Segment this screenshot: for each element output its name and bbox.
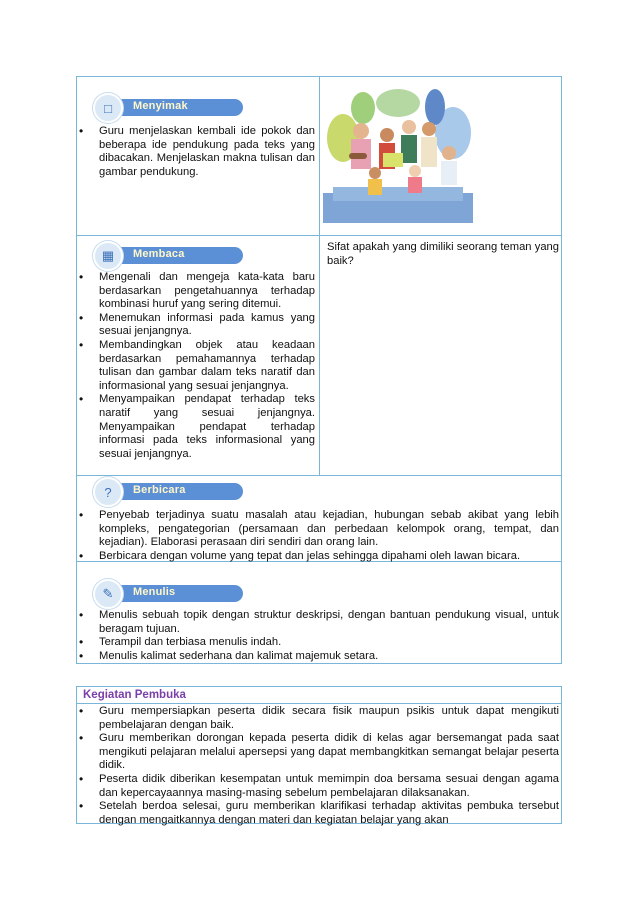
membaca-content [77, 271, 315, 461]
berbicara-title: Berbicara [133, 484, 186, 496]
list-item: • Mengenali dan mengeja kata-kata baru berdasarkan pengetahuannya terhadap kombinasi huruf yang sering ditemui. [77, 271, 315, 312]
row-divider [77, 235, 561, 236]
list-item: • Terampil dan terbiasa menulis indah. [77, 636, 559, 650]
kegiatan-table [76, 686, 562, 824]
membaca-title: Membaca [133, 248, 185, 260]
open-book-icon: ▦ [93, 241, 123, 271]
list-item: • Menemukan informasi pada kamus yang sesuai jenjangnya. [77, 312, 315, 339]
list-item: • Menulis kalimat sederhana dan kalimat majemuk setara. [77, 650, 559, 664]
menyimak-content [77, 125, 315, 179]
list-item: • Guru memberikan dorongan kepada peserta didik di kelas agar bersemangat pada saat mengikuti pelajaran melalui apersepsi yang dapat membangkitkan semangat belajar peserta didik. [77, 732, 559, 773]
pencil-icon: ✎ [93, 579, 123, 609]
list-item: • Penyebab terjadinya suatu masalah atau kejadian, hubungan sebab akibat yang lebih kompleks, pengategorian (persamaan dan perbedaan kelompok orang, tempat, dan kejadian). Elaborasi perasaan diri sendiri dan orang lain. [77, 509, 559, 550]
list-item: • Menulis sebuah topik dengan struktur deskripsi, dengan bantuan pendukung visual, untuk beragam tujuan. [77, 609, 559, 636]
kegiatan-content [77, 705, 559, 827]
list-item: • Guru mempersiapkan peserta didik secara fisik maupun psikis untuk dapat mengikuti pembelajaran dengan baik. [77, 705, 559, 732]
reflection-question: Sifat apakah yang dimiliki seorang teman yang baik? [327, 241, 559, 267]
menulis-content [77, 609, 559, 663]
menyimak-title: Menyimak [133, 100, 188, 112]
list-item: • Berbicara dengan volume yang tepat dan jelas sehingga dipahami oleh lawan bicara. [77, 550, 559, 564]
list-item: • Menyampaikan pendapat terhadap teks naratif yang sesuai jenjangnya. Menyampaikan pendapat terhadap informasi pada teks informasional yang sesuai jenjangnya. [77, 393, 315, 461]
list-item: • Guru menjelaskan kembali ide pokok dan beberapa ide pendukung pada teks yang dibacakan. Menjelaskan makna tulisan dan gambar pendukung. [77, 125, 315, 179]
list-item: • Membandingkan objek atau keadaan berdasarkan pemahamannya terhadap tulisan dan gambar dalam teks naratif dan informasional yang sesuai jenjangnya. [77, 339, 315, 393]
competency-table [76, 76, 562, 664]
berbicara-content [77, 509, 559, 563]
column-divider [319, 77, 320, 475]
row-divider [77, 703, 561, 704]
list-item: • Setelah berdoa selesai, guru memberikan klarifikasi terhadap aktivitas pembuka tersebut dengan mengaitkannya dengan materi dan kegiatan belajar yang akan [77, 800, 559, 827]
book-icon: □ [93, 93, 123, 123]
kegiatan-title: Kegiatan Pembuka [83, 689, 186, 701]
speech-bubble-icon: ? [93, 477, 123, 507]
list-item: • Peserta didik diberikan kesempatan untuk memimpin doa bersama sesuai dengan agama dan kepercayaannya masing-masing sebelum pembelajaran dilaksanakan. [77, 773, 559, 800]
menulis-title: Menulis [133, 586, 176, 598]
children-illustration [323, 83, 473, 223]
row-divider [77, 475, 561, 476]
